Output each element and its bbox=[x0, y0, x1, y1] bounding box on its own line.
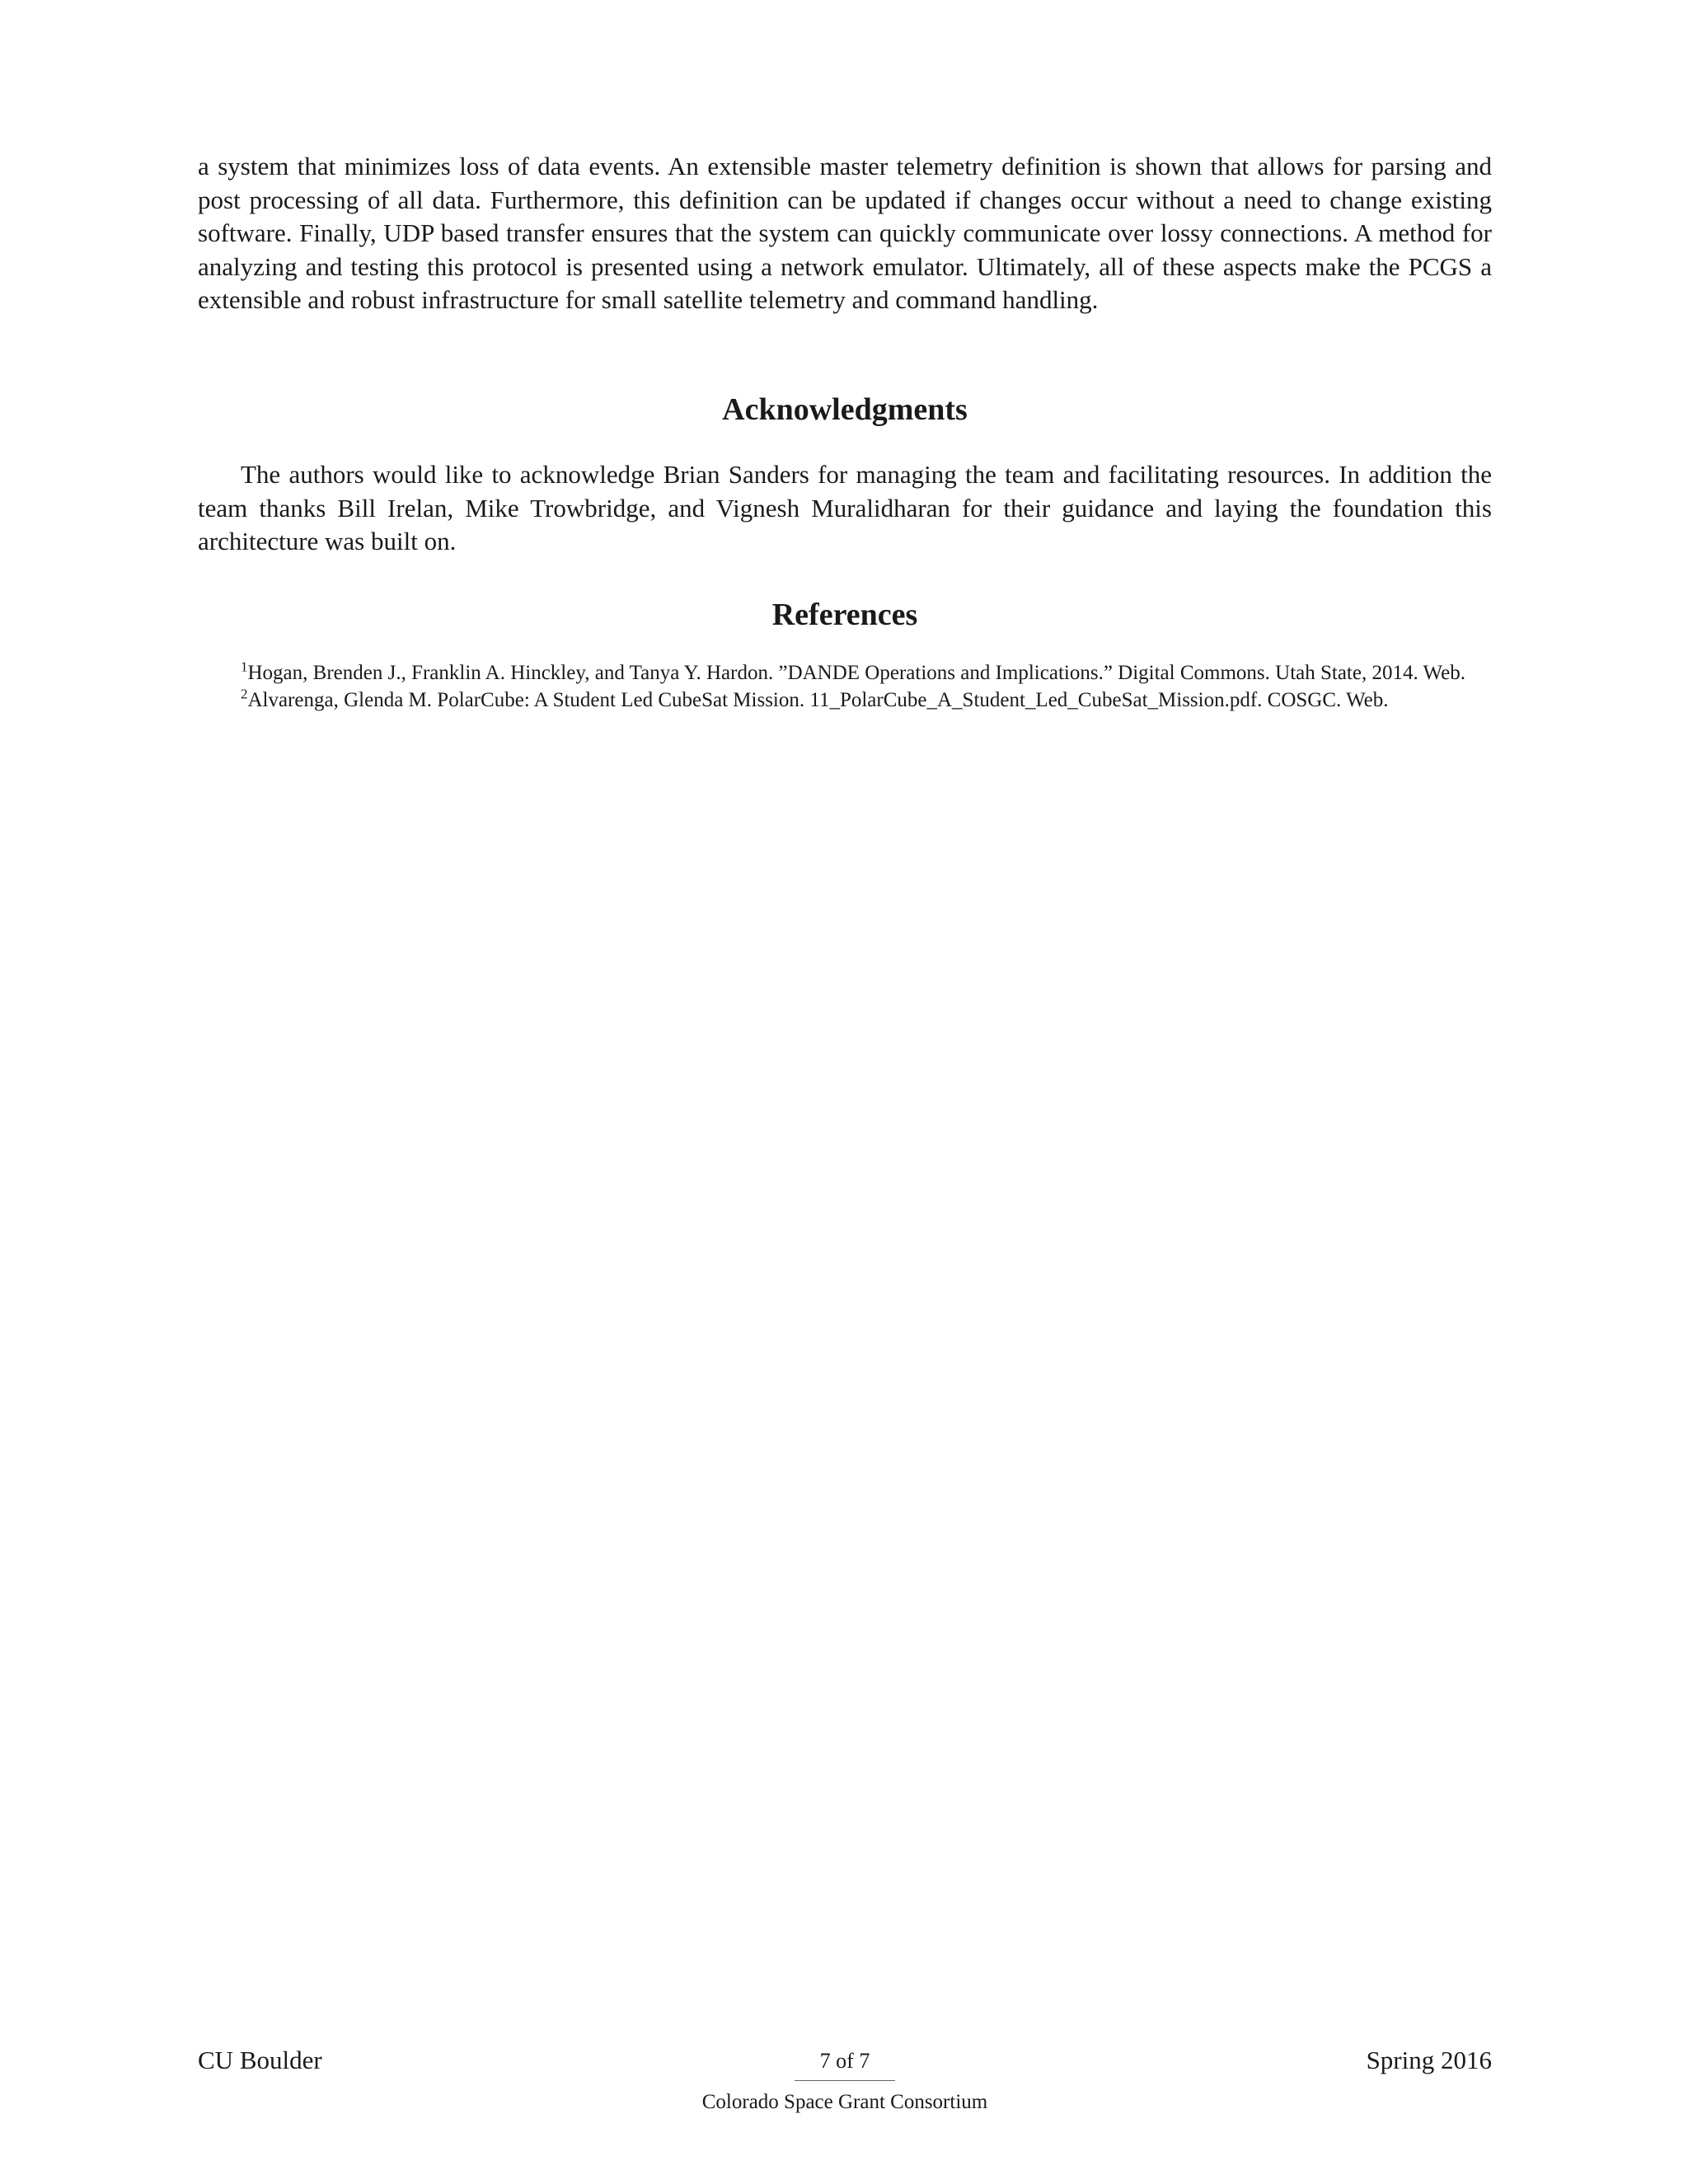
reference-text: Hogan, Brenden J., Franklin A. Hinckley, and Tanya Y. Hardon. ”DANDE Operations and Implications.” Digital Commons. Utah State, 2014. Web. bbox=[247, 662, 1465, 684]
reference-item bbox=[198, 687, 1492, 714]
reference-number: 1 bbox=[241, 658, 248, 675]
footer-term: Spring 2016 bbox=[1366, 2046, 1492, 2074]
reference-text: Alvarenga, Glenda M. PolarCube: A Student Led CubeSat Mission. 11_PolarCube_A_Student_Led_CubeSat_Mission.pdf. COSGC. Web. bbox=[247, 689, 1389, 711]
acknowledgments-heading: Acknowledgments bbox=[722, 392, 968, 427]
footer-center bbox=[198, 2049, 1492, 2114]
footer-organization: Colorado Space Grant Consortium bbox=[701, 2091, 988, 2113]
footer-institution: CU Boulder bbox=[198, 2046, 322, 2074]
reference-number: 2 bbox=[241, 686, 248, 702]
acknowledgments-paragraph: The authors would like to acknowledge Brian Sanders for managing the team and facilitating resources. In addition the team thanks Bill Irelan, Mike Trowbridge, and Vignesh Muralidharan for their guidance and laying the foundation this architecture was built on. bbox=[198, 460, 1492, 555]
reference-list bbox=[198, 659, 1492, 714]
page-footer bbox=[198, 2046, 1492, 2128]
page-number: 7 of 7 bbox=[819, 2049, 870, 2073]
footer-divider bbox=[795, 2080, 895, 2081]
references-heading: References bbox=[771, 598, 918, 632]
reference-item bbox=[198, 659, 1492, 687]
closing-paragraph: a system that minimizes loss of data events. An extensible master telemetry definition is shown that allows for parsing and post processing of all data. Furthermore, this definition can be updated if changes occur without a need to change existing software. Finally, UDP based transfer ensures that the system can quickly communicate over lossy connections. A method for analyzing and testing this protocol is presented using a network emulator. Ultimately, all of these aspects make the PCGS a extensible and robust infrastructure for small satellite telemetry and command handling. bbox=[198, 152, 1492, 314]
